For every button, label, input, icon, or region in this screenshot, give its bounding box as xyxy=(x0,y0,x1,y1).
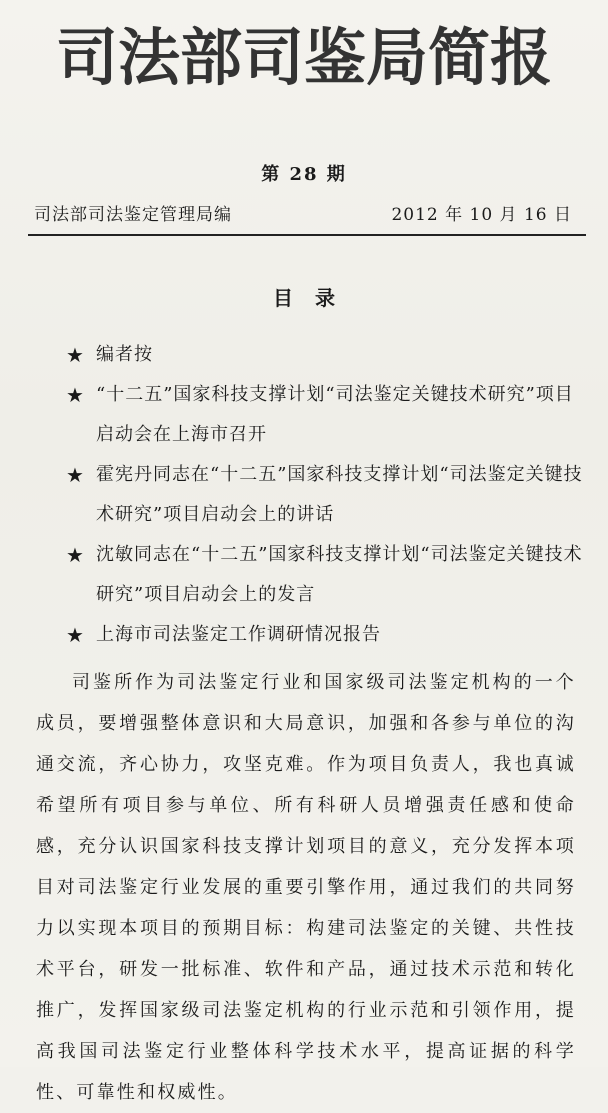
toc-item-text: “十二五”国家科技支撑计划“司法鉴定关键技术研究”项目启动会在上海市召开 xyxy=(96,384,574,445)
toc-item xyxy=(66,535,586,615)
header-divider xyxy=(28,234,586,236)
star-icon: ★ xyxy=(66,383,85,407)
toc-item-text: 沈敏同志在“十二五”国家科技支撑计划“司法鉴定关键技术研究”项目启动会上的发言 xyxy=(96,544,583,605)
issue-number: 第 28 期 xyxy=(261,164,347,185)
toc-item-text: 霍宪丹同志在“十二五”国家科技支撑计划“司法鉴定关键技术研究”项目启动会上的讲话 xyxy=(96,464,583,525)
star-icon: ★ xyxy=(66,343,85,367)
star-icon: ★ xyxy=(66,463,85,487)
toc-item xyxy=(66,615,586,655)
toc-item-text: 上海市司法鉴定工作调研情况报告 xyxy=(96,624,381,645)
star-icon: ★ xyxy=(66,543,85,567)
table-of-contents xyxy=(66,335,586,655)
toc-item xyxy=(66,375,586,455)
star-icon: ★ xyxy=(66,623,85,647)
publish-date: 2012 年 10 月 16 日 xyxy=(391,205,572,225)
publisher: 司法部司法鉴定管理局编 xyxy=(34,205,232,225)
toc-item-text: 编者按 xyxy=(96,344,153,365)
masthead-title: 司法部司鉴局简报 xyxy=(55,21,552,94)
toc-item xyxy=(66,335,586,375)
toc-title: 目录 xyxy=(273,286,357,310)
toc-item xyxy=(66,455,586,535)
body-paragraph: 司鉴所作为司法鉴定行业和国家级司法鉴定机构的一个成员，要增强整体意识和大局意识，加强和各参与单位的沟通交流，齐心协力，攻坚克难。作为项目负责人，我也真诚希望所有项目参与单位、所有科研人员增强责任感和使命感，充分认识国家科技支撑计划项目的意义，充分发挥本项目对司法鉴定行业发展的重要引擎作用，通过我们的共同努力以实现本项目的预期目标：构建司法鉴定的关键、共性技术平台，研发一批标准、软件和产品，通过技术示范和转化推广，发挥国家级司法鉴定机构的行业示范和引领作用，提高我国司法鉴定行业整体科学技术水平，提高证据的科学性、可靠性和权威性。 xyxy=(36,672,576,1103)
